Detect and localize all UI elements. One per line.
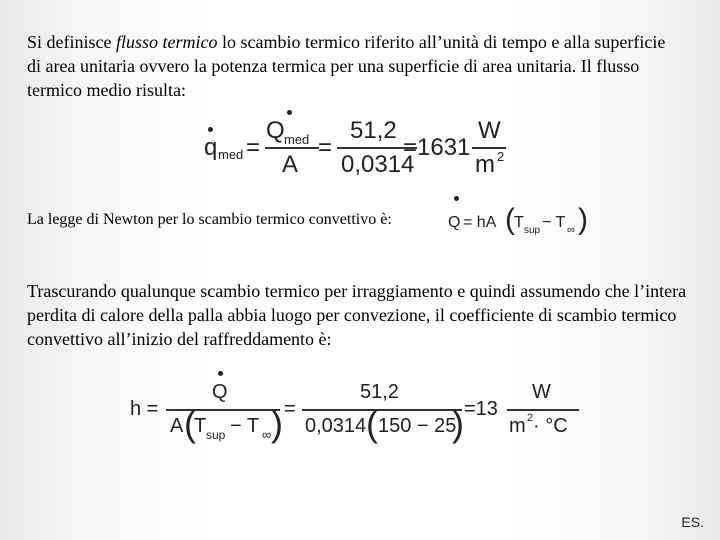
unit-sup: 2 (527, 412, 534, 424)
frac-den-a: A (170, 415, 184, 437)
paragraph-assumption: Trascurando qualunque scambio termico per irraggiamento e quindi assumendo che l’intera perdita di calore della palla abbia luogo per convezione, il coefficiente di scambio termico convettivo all’inizio del raffreddamento è: (27, 281, 687, 349)
eq-q: q (204, 134, 218, 161)
frac-den-t-sub: sup (206, 428, 226, 442)
frac-num: Q (266, 117, 285, 144)
eq-result: =1631 (403, 134, 471, 161)
frac-num: 51,2 (350, 117, 397, 144)
eq-equals: = (284, 398, 296, 420)
fraction-bar (302, 409, 462, 411)
italic-term: flusso termico (115, 32, 218, 52)
fraction-bar (507, 409, 579, 411)
paren-right: ) (578, 203, 588, 236)
unit-den: m (475, 151, 495, 178)
paren-left: ( (184, 403, 196, 444)
frac-den-paren: 150 − 25 (378, 415, 457, 437)
frac-den: 0,0314 (341, 151, 415, 178)
eq-minus: − T (542, 214, 566, 231)
eq-inf: ∞ (567, 224, 575, 236)
frac-den-inf: ∞ (262, 427, 272, 442)
dot-symbol (287, 110, 292, 115)
eq-h: h = (130, 398, 159, 420)
paren-left: ( (366, 403, 378, 444)
dot-symbol (208, 127, 213, 132)
text: lo scambio termico riferito all’unità di tempo e alla superficie di area unitaria ovvero la potenza termica per una superficie di area unitaria. Il flusso termico medio risulta: (27, 32, 666, 100)
dot-symbol (454, 196, 459, 201)
unit-num: W (478, 117, 501, 144)
eq-hA: = hA (463, 214, 497, 231)
paragraph-newton-law: La legge di Newton per lo scambio termico convettivo è: (27, 211, 392, 228)
eq-q: Q (448, 214, 461, 231)
frac-num-sub: med (284, 132, 310, 147)
eq-result: =13 (464, 398, 498, 420)
paren-right: ) (452, 403, 464, 444)
frac-den-minus: − T (230, 415, 260, 437)
frac-den: 0,0314 (305, 415, 367, 437)
fraction-bar (265, 147, 319, 149)
unit-den: m (509, 415, 526, 437)
eq-equals: = (318, 134, 333, 161)
footer-label: ES. (681, 514, 704, 530)
unit-num: W (532, 381, 551, 403)
paren-right: ) (271, 403, 283, 444)
frac-den: A (282, 151, 299, 178)
unit-rest: · °C (533, 415, 568, 437)
paren-left: ( (505, 203, 515, 236)
eq-q-sub: med (218, 147, 244, 162)
eq-t: T (514, 214, 524, 231)
eq-t-sub: sup (524, 225, 541, 236)
unit-sup: 2 (497, 149, 505, 164)
frac-num: 51,2 (360, 381, 399, 403)
paragraph-definition (27, 30, 667, 102)
eq-equals: = (246, 134, 261, 161)
text: Si definisce (27, 32, 116, 52)
frac-den-t: T (194, 415, 207, 437)
dot-symbol (218, 371, 223, 376)
frac-num: Q (212, 381, 228, 403)
